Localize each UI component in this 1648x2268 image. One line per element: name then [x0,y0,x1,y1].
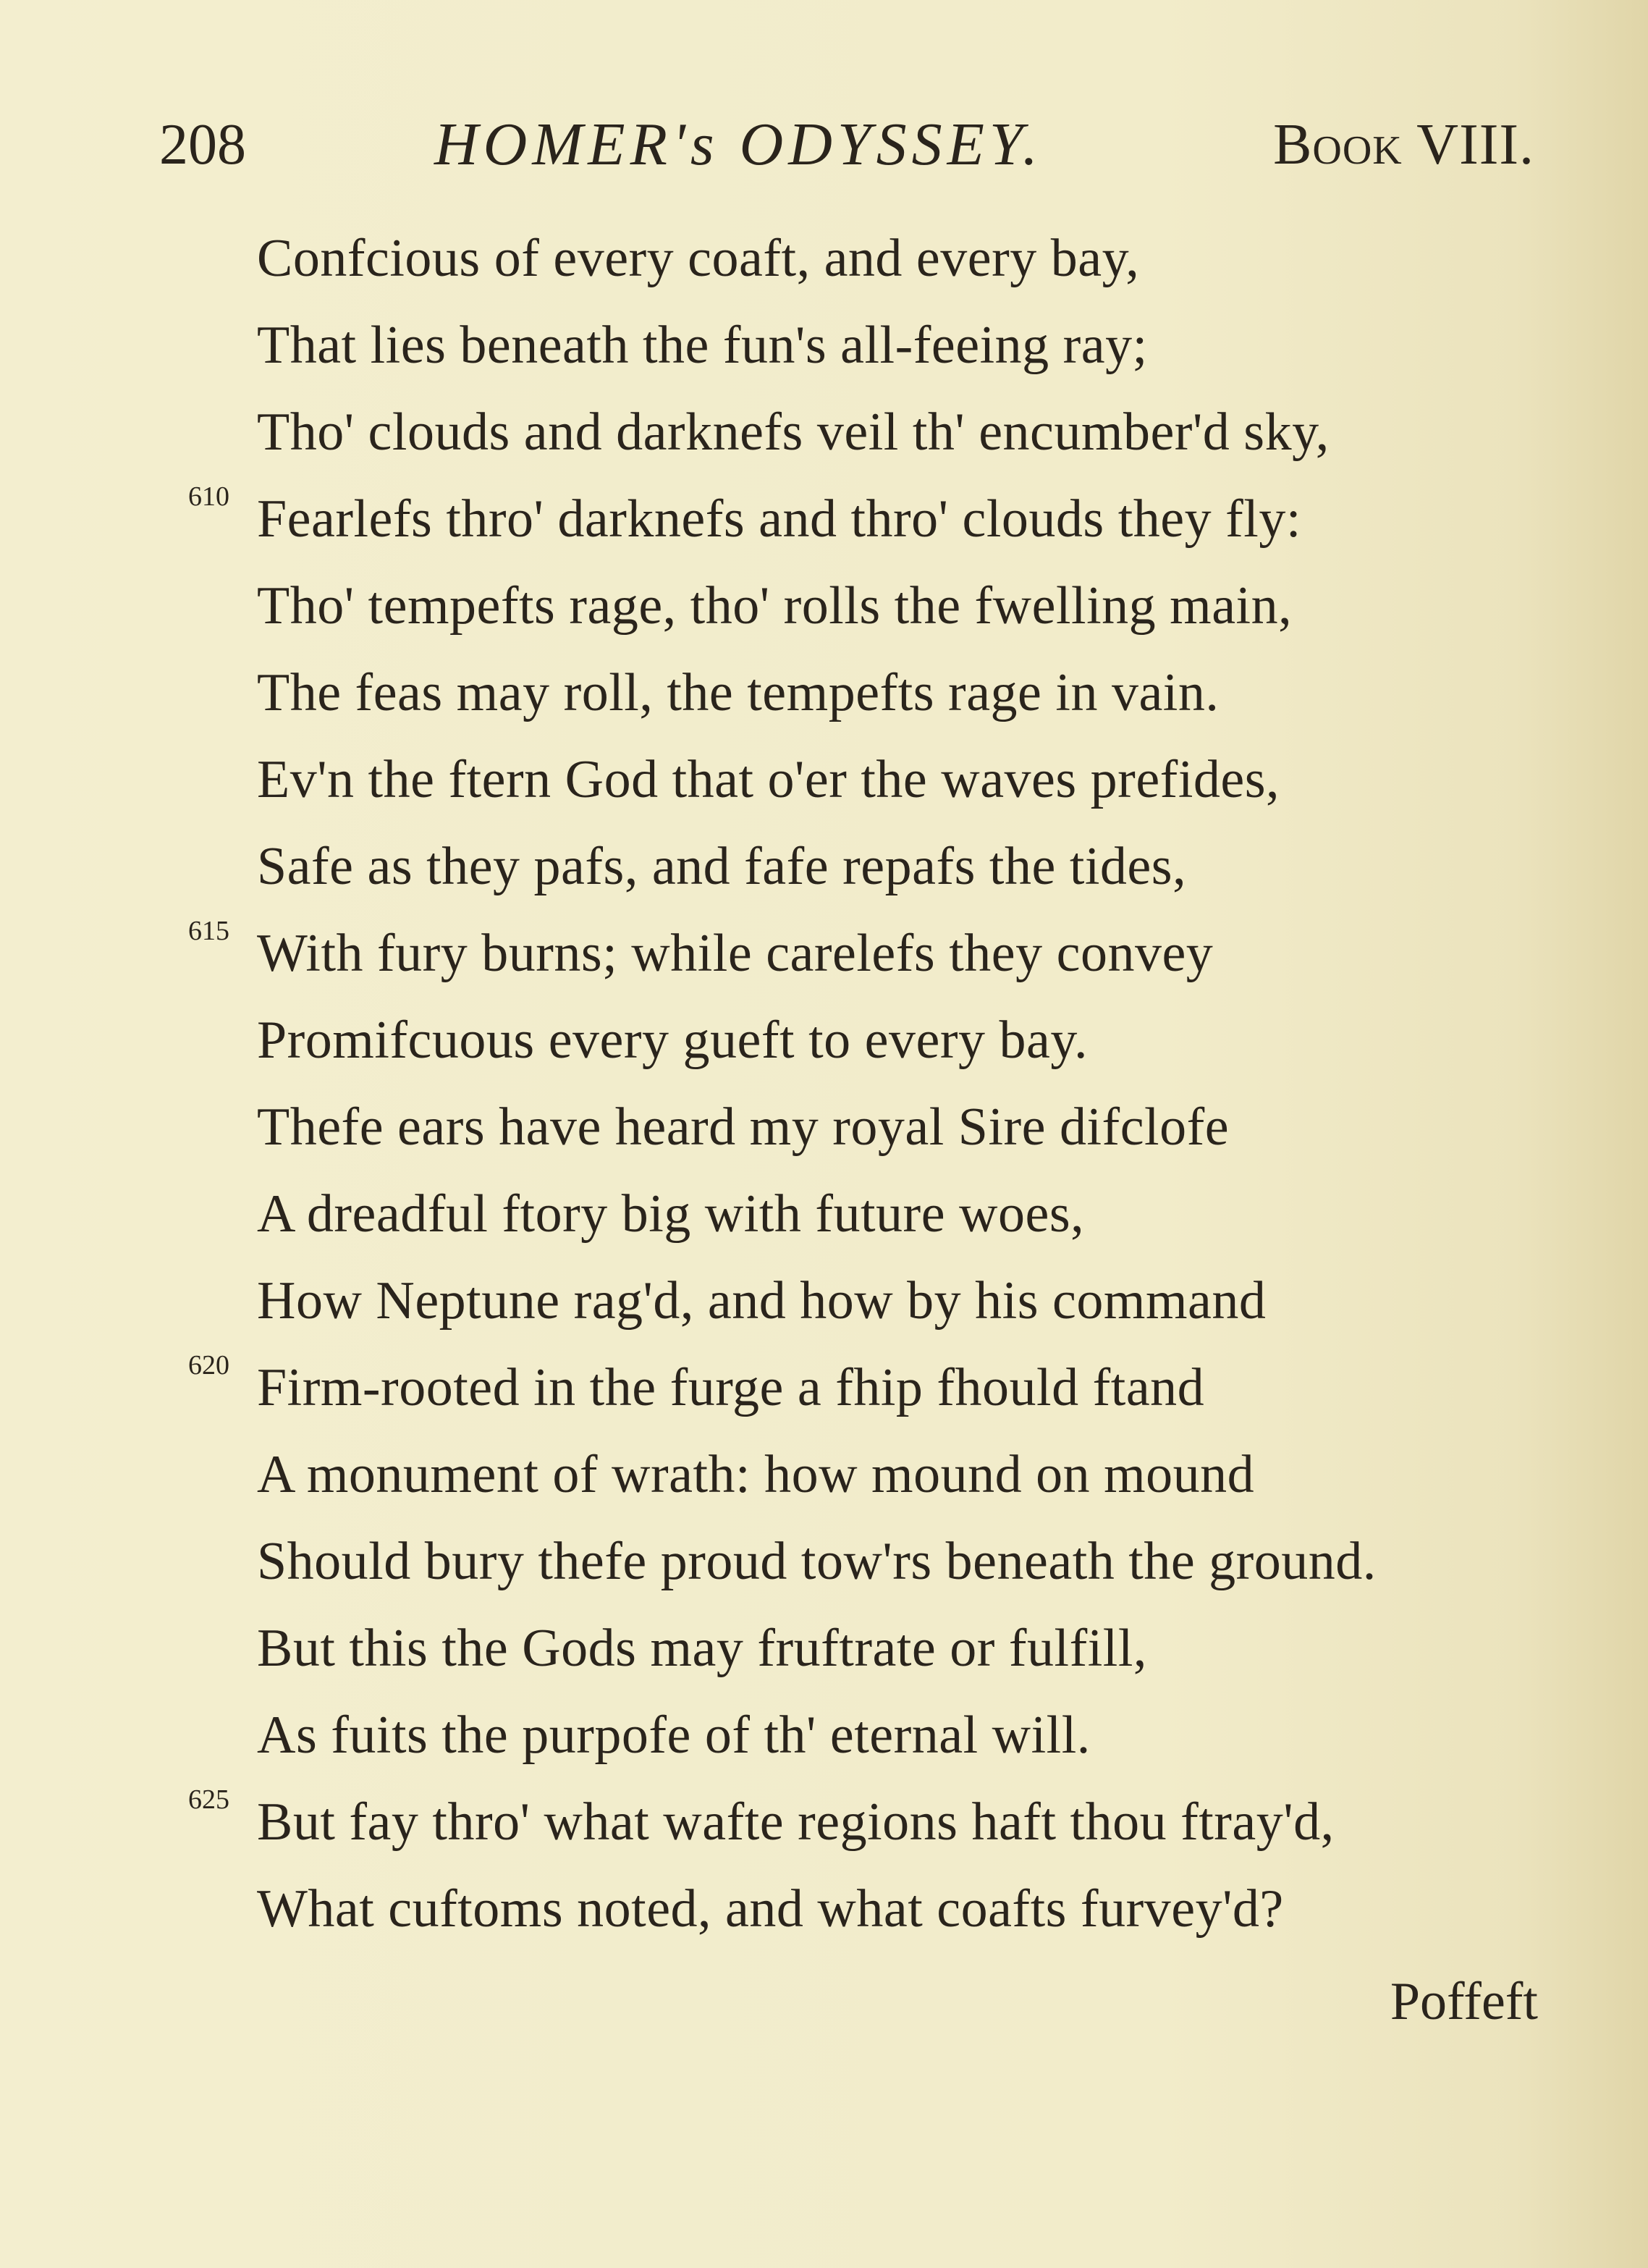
verse-text: A monument of wrath: how mound on mound [257,1445,1255,1504]
verse-text: Safe as they pafs, and fafe repafs the tides, [257,837,1187,896]
verse-text: With fury burns; while carelefs they convey [257,924,1214,983]
verse-line [0,392,1648,479]
verse-text: Tho' tempefts rage, tho' rolls the fwelling main, [257,576,1293,636]
verse-text: Promifcuous every gueft to every bay. [257,1011,1089,1070]
line-number: 610 [188,481,229,512]
verse-text: Tho' clouds and darknefs veil th' encumber'd sky, [257,402,1330,462]
page-number: 208 [159,113,246,177]
verse-line [0,305,1648,392]
verse-line [0,1782,1648,1869]
verse-text: That lies beneath the fun's all-feeing ray; [257,316,1148,375]
verse-text: The feas may roll, the tempefts rage in vain. [257,663,1220,722]
verse-line [0,479,1648,566]
verse-line [0,1261,1648,1348]
verse-text: But this the Gods may fruftrate or fulfill, [257,1619,1147,1678]
line-number: 625 [188,1784,229,1815]
verse-text: But fay thro' what wafte regions haft thou ftray'd, [257,1792,1335,1852]
verse-line [0,1695,1648,1782]
verse-text: Firm-rooted in the furge a fhip fhould ftand [257,1358,1205,1417]
verse-line [0,914,1648,1000]
verse-line [0,740,1648,827]
verse-text: How Neptune rag'd, and how by his command [257,1271,1267,1331]
verse-line [0,1000,1648,1087]
verse-text: Thefe ears have heard my royal Sire difclofe [257,1097,1230,1157]
verse-line [0,1522,1648,1609]
catchword: Poffeft [1390,1972,1538,2031]
verse-line [0,219,1648,305]
verse-text: Confcious of every coaft, and every bay, [257,229,1140,288]
verse-line [0,1609,1648,1695]
verse-line [0,1435,1648,1522]
verse-text: Should bury thefe proud tow'rs beneath the ground. [257,1532,1377,1591]
running-title: HOMER's ODYSSEY. [434,111,1043,178]
verse-line [0,653,1648,740]
line-number: 620 [188,1350,229,1380]
verse-line [0,1087,1648,1174]
line-number: 615 [188,916,229,946]
verse-line [0,827,1648,914]
verse-text: Ev'n the ftern God that o'er the waves prefides, [257,750,1280,809]
poem-body [0,219,1648,1956]
verse-line [0,1348,1648,1435]
verse-text: A dreadful ftory big with future woes, [257,1184,1085,1244]
verse-line [0,1869,1648,1956]
verse-text: As fuits the purpofe of th' eternal will. [257,1706,1091,1765]
verse-line [0,1174,1648,1261]
verse-text: Fearlefs thro' darknefs and thro' clouds they fly: [257,489,1301,549]
book-label: Book VIII. [1273,113,1534,177]
page-header [159,109,1534,181]
verse-line [0,566,1648,653]
verse-text: What cuftoms noted, and what coafts furvey'd? [257,1879,1284,1939]
